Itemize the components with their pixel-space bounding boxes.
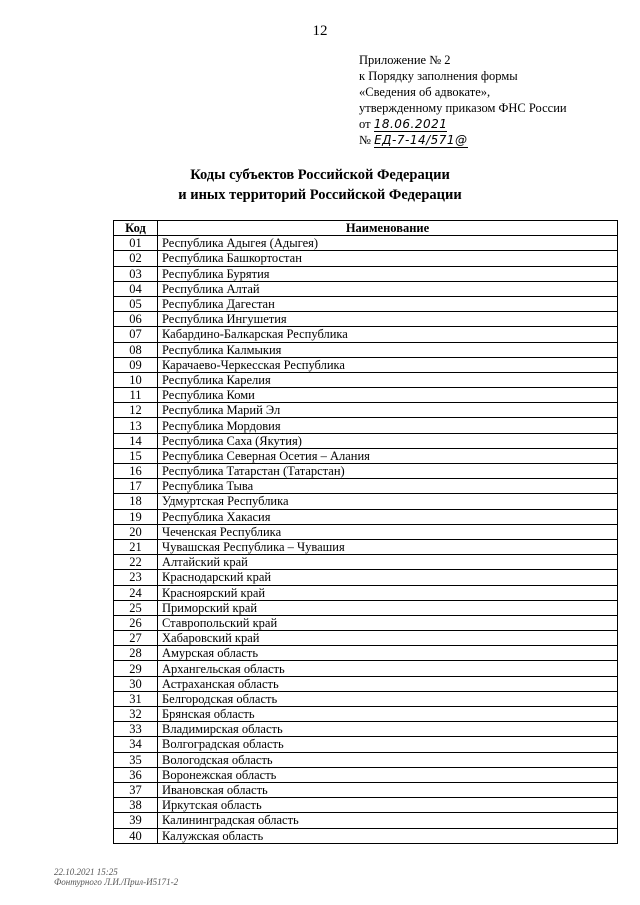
region-code-cell: 23 bbox=[114, 570, 158, 585]
region-name-cell: Республика Северная Осетия – Алания bbox=[158, 448, 618, 463]
region-code-cell: 04 bbox=[114, 281, 158, 296]
table-row bbox=[114, 448, 618, 463]
table-header-row bbox=[114, 221, 618, 236]
region-name-cell: Республика Башкортостан bbox=[158, 251, 618, 266]
region-code-cell: 06 bbox=[114, 312, 158, 327]
region-name-cell: Республика Мордовия bbox=[158, 418, 618, 433]
region-code-cell: 07 bbox=[114, 327, 158, 342]
table-row bbox=[114, 357, 618, 372]
region-code-cell: 16 bbox=[114, 464, 158, 479]
region-codes-table bbox=[113, 220, 618, 844]
appendix-line-1: Приложение № 2 bbox=[359, 53, 451, 67]
region-code-cell: 10 bbox=[114, 372, 158, 387]
region-name-cell: Калужская область bbox=[158, 828, 618, 843]
table-row bbox=[114, 403, 618, 418]
region-code-cell: 01 bbox=[114, 236, 158, 251]
table-row bbox=[114, 615, 618, 630]
region-name-cell: Алтайский край bbox=[158, 555, 618, 570]
header-name: Наименование bbox=[158, 221, 618, 236]
region-code-cell: 09 bbox=[114, 357, 158, 372]
appendix-block bbox=[359, 52, 619, 148]
document-title bbox=[0, 165, 640, 205]
order-number-line bbox=[359, 132, 619, 148]
region-name-cell: Белгородская область bbox=[158, 691, 618, 706]
region-name-cell: Амурская область bbox=[158, 646, 618, 661]
region-code-cell: 03 bbox=[114, 266, 158, 281]
region-code-cell: 22 bbox=[114, 555, 158, 570]
table-row bbox=[114, 570, 618, 585]
footer-stamp bbox=[54, 867, 178, 887]
table-row bbox=[114, 327, 618, 342]
table-row bbox=[114, 722, 618, 737]
region-name-cell: Калининградская область bbox=[158, 813, 618, 828]
region-name-cell: Республика Калмыкия bbox=[158, 342, 618, 357]
table-row bbox=[114, 464, 618, 479]
region-name-cell: Республика Ингушетия bbox=[158, 312, 618, 327]
region-name-cell: Астраханская область bbox=[158, 676, 618, 691]
region-name-cell: Республика Алтай bbox=[158, 281, 618, 296]
table-row bbox=[114, 312, 618, 327]
region-name-cell: Волгоградская область bbox=[158, 737, 618, 752]
header-code: Код bbox=[114, 221, 158, 236]
region-code-cell: 12 bbox=[114, 403, 158, 418]
table-row bbox=[114, 782, 618, 797]
table-row bbox=[114, 813, 618, 828]
region-code-cell: 38 bbox=[114, 798, 158, 813]
order-date-handwritten: 18.06.2021 bbox=[373, 117, 448, 131]
region-name-cell: Республика Бурятия bbox=[158, 266, 618, 281]
region-name-cell: Архангельская область bbox=[158, 661, 618, 676]
region-code-cell: 36 bbox=[114, 767, 158, 782]
region-code-cell: 34 bbox=[114, 737, 158, 752]
region-code-cell: 18 bbox=[114, 494, 158, 509]
region-name-cell: Воронежская область bbox=[158, 767, 618, 782]
region-name-cell: Брянская область bbox=[158, 707, 618, 722]
region-code-cell: 33 bbox=[114, 722, 158, 737]
region-name-cell: Республика Карелия bbox=[158, 372, 618, 387]
table-row bbox=[114, 555, 618, 570]
table-row bbox=[114, 767, 618, 782]
table-row bbox=[114, 752, 618, 767]
region-code-cell: 26 bbox=[114, 615, 158, 630]
table-row bbox=[114, 828, 618, 843]
table-row bbox=[114, 798, 618, 813]
region-name-cell: Чувашская Республика – Чувашия bbox=[158, 539, 618, 554]
region-name-cell: Карачаево-Черкесская Республика bbox=[158, 357, 618, 372]
order-date-prefix: от bbox=[359, 117, 371, 131]
region-code-cell: 19 bbox=[114, 509, 158, 524]
region-name-cell: Удмуртская Республика bbox=[158, 494, 618, 509]
appendix-line-4: утвержденному приказом ФНС России bbox=[359, 101, 567, 115]
region-name-cell: Республика Марий Эл bbox=[158, 403, 618, 418]
region-name-cell: Краснодарский край bbox=[158, 570, 618, 585]
region-code-cell: 37 bbox=[114, 782, 158, 797]
region-code-cell: 08 bbox=[114, 342, 158, 357]
table-row bbox=[114, 707, 618, 722]
region-code-cell: 28 bbox=[114, 646, 158, 661]
table-row bbox=[114, 585, 618, 600]
region-code-cell: 35 bbox=[114, 752, 158, 767]
table-row bbox=[114, 236, 618, 251]
region-name-cell: Республика Саха (Якутия) bbox=[158, 433, 618, 448]
region-code-cell: 27 bbox=[114, 631, 158, 646]
appendix-line-3: «Сведения об адвокате», bbox=[359, 85, 491, 99]
document-title-line-2: и иных территорий Российской Федерации bbox=[178, 187, 462, 203]
region-code-cell: 39 bbox=[114, 813, 158, 828]
table-row bbox=[114, 433, 618, 448]
table-row bbox=[114, 372, 618, 387]
table-row bbox=[114, 631, 618, 646]
region-code-cell: 02 bbox=[114, 251, 158, 266]
table-row bbox=[114, 251, 618, 266]
region-code-cell: 31 bbox=[114, 691, 158, 706]
table-row bbox=[114, 676, 618, 691]
region-name-cell: Приморский край bbox=[158, 600, 618, 615]
document-title-line-1: Коды субъектов Российской Федерации bbox=[190, 167, 450, 183]
region-name-cell: Иркутская область bbox=[158, 798, 618, 813]
table-row bbox=[114, 691, 618, 706]
table-row bbox=[114, 509, 618, 524]
region-name-cell: Ставропольский край bbox=[158, 615, 618, 630]
table-row bbox=[114, 388, 618, 403]
region-code-cell: 24 bbox=[114, 585, 158, 600]
region-code-cell: 14 bbox=[114, 433, 158, 448]
region-name-cell: Республика Адыгея (Адыгея) bbox=[158, 236, 618, 251]
region-code-cell: 17 bbox=[114, 479, 158, 494]
table-row bbox=[114, 737, 618, 752]
table-body bbox=[114, 236, 618, 844]
table-row bbox=[114, 418, 618, 433]
region-name-cell: Республика Коми bbox=[158, 388, 618, 403]
order-number-handwritten: ЕД-7-14/571@ bbox=[374, 133, 468, 147]
region-name-cell: Республика Тыва bbox=[158, 479, 618, 494]
order-number-prefix: № bbox=[359, 133, 371, 147]
region-code-cell: 11 bbox=[114, 388, 158, 403]
region-code-cell: 25 bbox=[114, 600, 158, 615]
table-row bbox=[114, 524, 618, 539]
region-name-cell: Республика Татарстан (Татарстан) bbox=[158, 464, 618, 479]
region-name-cell: Владимирская область bbox=[158, 722, 618, 737]
region-code-cell: 15 bbox=[114, 448, 158, 463]
region-code-cell: 13 bbox=[114, 418, 158, 433]
region-code-cell: 05 bbox=[114, 296, 158, 311]
footer-line-2: Фонтурного Л.И./Прил-И5171-2 bbox=[54, 877, 179, 887]
region-name-cell: Красноярский край bbox=[158, 585, 618, 600]
page-number: 12 bbox=[312, 23, 328, 39]
table-row bbox=[114, 600, 618, 615]
region-name-cell: Республика Дагестан bbox=[158, 296, 618, 311]
table-row bbox=[114, 661, 618, 676]
region-name-cell: Чеченская Республика bbox=[158, 524, 618, 539]
table-row bbox=[114, 539, 618, 554]
table-row bbox=[114, 342, 618, 357]
table-row bbox=[114, 281, 618, 296]
region-name-cell: Хабаровский край bbox=[158, 631, 618, 646]
table-row bbox=[114, 479, 618, 494]
region-name-cell: Вологодская область bbox=[158, 752, 618, 767]
footer-line-1: 22.10.2021 15:25 bbox=[54, 867, 118, 877]
region-code-cell: 32 bbox=[114, 707, 158, 722]
region-code-cell: 20 bbox=[114, 524, 158, 539]
region-code-cell: 21 bbox=[114, 539, 158, 554]
region-name-cell: Ивановская область bbox=[158, 782, 618, 797]
region-name-cell: Республика Хакасия bbox=[158, 509, 618, 524]
region-name-cell: Кабардино-Балкарская Республика bbox=[158, 327, 618, 342]
table-row bbox=[114, 494, 618, 509]
table-row bbox=[114, 646, 618, 661]
order-date-line bbox=[359, 116, 619, 132]
region-code-cell: 29 bbox=[114, 661, 158, 676]
appendix-line-2: к Порядку заполнения формы bbox=[359, 69, 518, 83]
table-row bbox=[114, 266, 618, 281]
region-code-cell: 40 bbox=[114, 828, 158, 843]
region-code-cell: 30 bbox=[114, 676, 158, 691]
table-row bbox=[114, 296, 618, 311]
